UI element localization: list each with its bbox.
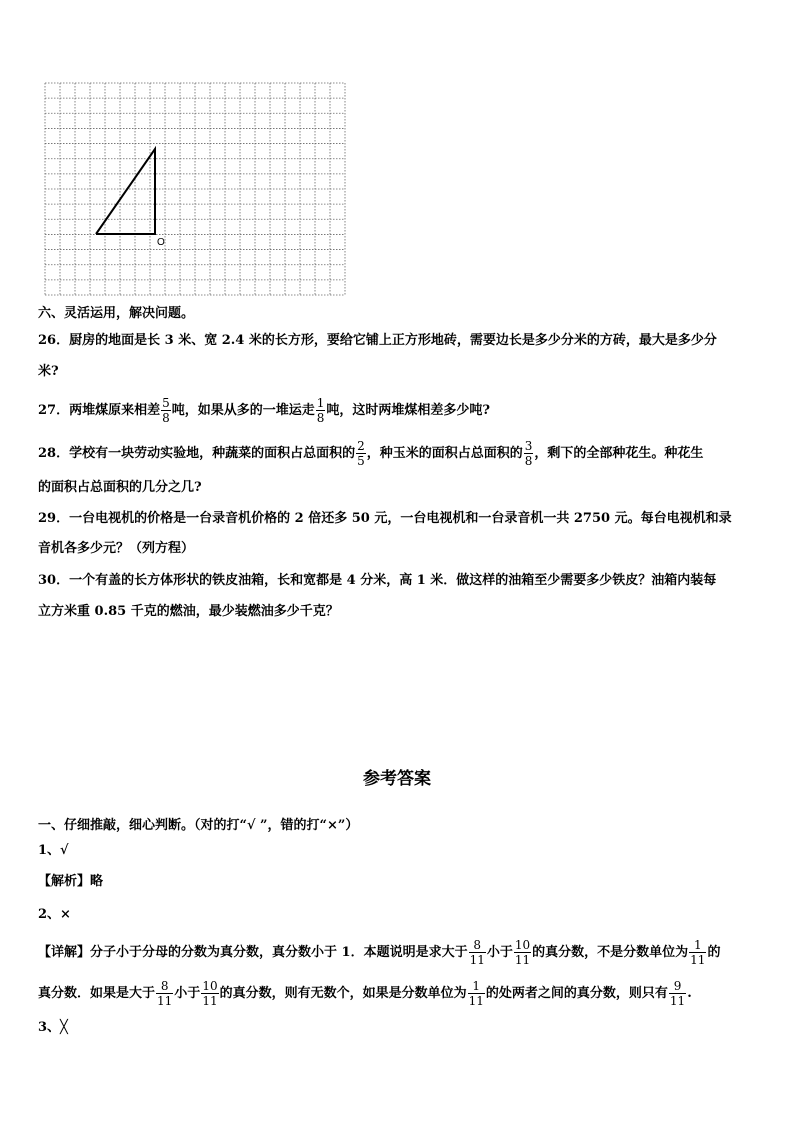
answer-2: 2、× <box>38 907 71 922</box>
q30-line1: 30．一个有盖的长方体形状的铁皮油箱，长和宽都是 4 分米，高 1 米．做这样的油箱至少需要多少铁皮？油箱内装每 <box>38 573 717 588</box>
q29-line1: 29．一台电视机的价格是一台录音机价格的 2 倍还多 50 元，一台电视机和一台录音机一共 2750 元。每台电视机和录 <box>38 511 732 526</box>
origin-label: O <box>157 237 165 248</box>
fraction: $\frac{8}{11}$ <box>157 979 173 1008</box>
q30-line2: 立方米重 0.85 千克的燃油，最少装燃油多少千克？ <box>38 604 339 619</box>
q29-line2: 音机各多少元？（列方程） <box>38 541 195 556</box>
answer-3: 3、╳ <box>38 1020 68 1035</box>
fraction: $\frac{10}{11}$ <box>202 979 218 1008</box>
fraction: $\frac{1}{8}$ <box>316 396 325 425</box>
fraction: $\frac{1}{11}$ <box>690 938 706 967</box>
fraction: $\frac{5}{8}$ <box>162 396 170 425</box>
answer-2-detail-line1: 【详解】分子小于分母的分数为真分数，真分数小于 1．本题说明是求大于 $\frac{8}{11}$ 小于 $\frac{10}{11}$ 的真分数，不是分数单位为 $\frac{1}{11}$ 的 <box>38 938 721 967</box>
grid-figure <box>44 82 346 296</box>
q26-line2: 米? <box>38 364 59 379</box>
q28-line1: 28．学校有一块劳动实验地，种蔬菜的面积占总面积的 $\frac{2}{5}$ ，种玉米的面积占总面积的 $\frac{3}{8}$ ，剩下的全部种花生。种花生 <box>38 439 704 468</box>
section6-heading: 六、灵活运用，解决问题。 <box>38 306 195 321</box>
fraction: $\frac{1}{11}$ <box>468 979 484 1008</box>
answer-1-note: 【解析】略 <box>38 874 104 889</box>
fraction: $\frac{3}{8}$ <box>524 439 533 468</box>
q27: 27．两堆煤原来相差 $\frac{5}{8}$ 吨，如果从多的一堆运走 $\frac{1}{8}$ 吨，这时两堆煤相差多少吨? <box>38 396 491 425</box>
answers-title: 参考答案 <box>363 769 431 789</box>
q28-line2: 的面积占总面积的几分之几? <box>38 480 202 495</box>
fraction: $\frac{10}{11}$ <box>514 938 531 967</box>
answer-1: 1、√ <box>38 843 69 858</box>
fraction: $\frac{2}{5}$ <box>357 439 365 468</box>
q26-line1: 26．厨房的地面是长 3 米、宽 2.4 米的长方形，要给它铺上正方形地砖，需要边长是多少分米的方砖，最大是多少分 <box>38 333 717 348</box>
answers-section1: 一、仔细推敲，细心判断。（对的打“√ ”，错的打“×”） <box>38 818 359 833</box>
fraction: $\frac{9}{11}$ <box>669 979 686 1008</box>
fraction: $\frac{8}{11}$ <box>469 938 485 967</box>
answer-2-detail-line2: 真分数．如果是大于 $\frac{8}{11}$ 小于 $\frac{10}{11}$ 的真分数，则有无数个，如果是分数单位为 $\frac{1}{11}$ 的处两者之间的真分数，则只有 $\frac{9}{11}$ . <box>38 979 692 1008</box>
